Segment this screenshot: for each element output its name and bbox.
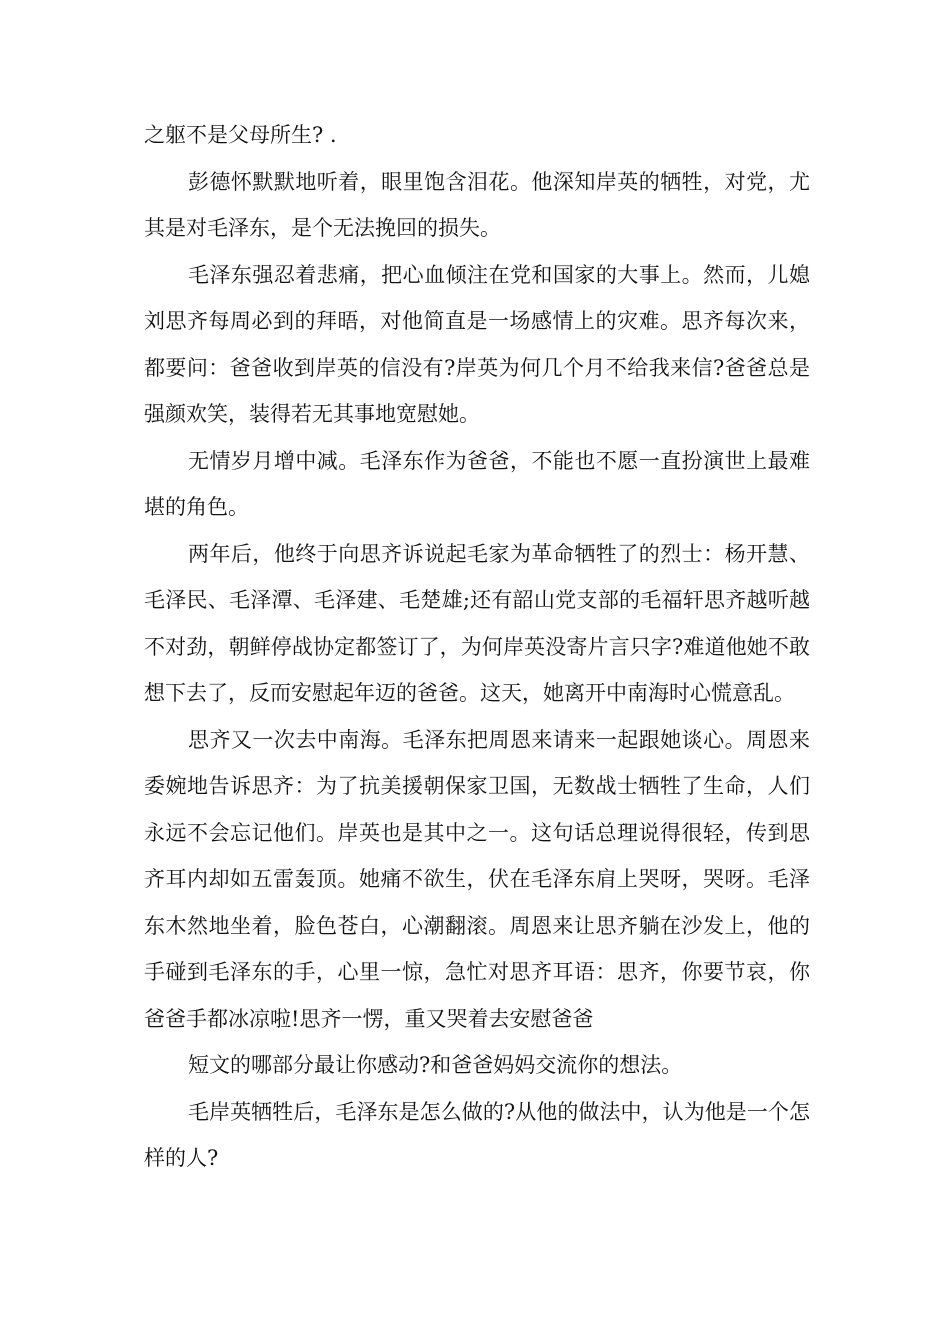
paragraph-zhou-enlai: 思齐又一次去中南海。毛泽东把周恩来请来一起跟她谈心。周恩来委婉地告诉思齐：为了抗美援朝保家卫国，无数战士牺牲了生命，人们永远不会忘记他们。岸英也是其中之一。这句话总理说得很轻，传到思齐耳内却如五雷轰顶。她痛不欲生，伏在毛泽东肩上哭呀，哭呀。毛泽东木然地坐着，脸色苍白，心潮翻滚。周恩来让思齐躺在沙发上，他的手碰到毛泽东的手，心里一惊，急忙对思齐耳语：思齐，你要节哀，你爸爸手都冰凉啦!思齐一愣，重又哭着去安慰爸爸	[144, 727, 810, 1031]
paragraph-peng-dehuai: 彭德怀默默地听着，眼里饱含泪花。他深知岸英的牺牲，对党，尤其是对毛泽东，是个无法挽回的损失。	[144, 169, 810, 240]
paragraph-two-years-later: 两年后，他终于向思齐诉说起毛家为革命牺牲了的烈士：杨开慧、毛泽民、毛泽潭、毛泽建、毛楚雄;还有韶山党支部的毛福轩思齐越听越不对劲，朝鲜停战协定都签订了，为何岸英没寄片言只字?难道他她不敢想下去了，反而安慰起年迈的爸爸。这天，她离开中南海时心慌意乱。	[144, 541, 810, 705]
paragraph-mao-grief: 毛泽东强忍着悲痛，把心血倾注在党和国家的大事上。然而，儿媳刘思齐每周必到的拜晤，对他简直是一场感情上的灾难。思齐每次来，都要问：爸爸收到岸英的信没有?岸英为何几个月不给我来信?爸爸总是强颜欢笑，装得若无其事地宽慰她。	[144, 262, 810, 426]
document-body	[144, 112, 810, 1182]
question-1: 短文的哪部分最让你感动?和爸爸妈妈交流你的想法。	[188, 1053, 683, 1077]
question-2: 毛岸英牺牲后，毛泽东是怎么做的?从他的做法中，认为他是一个怎样的人?	[144, 1099, 810, 1170]
paragraph-years-pass: 无情岁月增中减。毛泽东作为爸爸，不能也不愿一直扮演世上最难堪的角色。	[144, 448, 810, 519]
paragraph-continuation: 之躯不是父母所生? .	[144, 123, 337, 147]
